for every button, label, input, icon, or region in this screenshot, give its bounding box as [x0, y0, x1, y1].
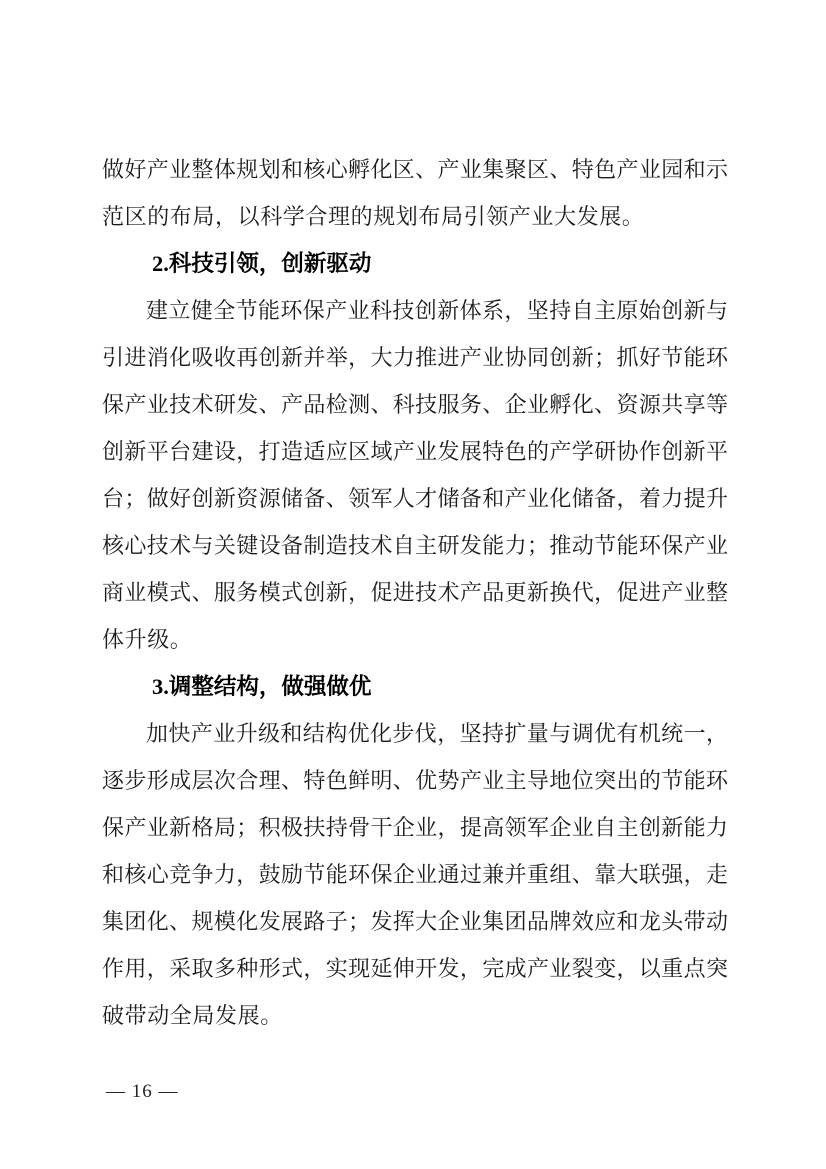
section-heading-2: 2.科技引领，创新驱动	[152, 251, 372, 276]
body-line: 集团化、规模化发展路子；发挥大企业集团品牌效应和龙头带动	[102, 909, 728, 934]
body-line: 保产业新格局；积极扶持骨干企业，提高领军企业自主创新能力	[102, 815, 728, 840]
body-line: 破带动全局发展。	[102, 1003, 283, 1028]
body-line: 核心技术与关键设备制造技术自主研发能力；推动节能环保产业	[102, 533, 728, 558]
body-line: 创新平台建设，打造适应区域产业发展特色的产学研协作创新平	[102, 439, 728, 464]
body-line: 引进消化吸收再创新并举，大力推进产业协同创新；抓好节能环	[102, 345, 728, 370]
body-line: 商业模式、服务模式创新，促进技术产品更新换代，促进产业整	[102, 580, 728, 605]
body-line: 作用，采取多种形式，实现延伸开发，完成产业裂变，以重点突	[102, 956, 728, 981]
page-content	[102, 146, 728, 1039]
body-line: 范区的布局，以科学合理的规划布局引领产业大发展。	[102, 204, 645, 229]
body-line: 做好产业整体规划和核心孵化区、产业集聚区、特色产业园和示	[102, 157, 728, 182]
body-line: 建立健全节能环保产业科技创新体系，坚持自主原始创新与	[146, 298, 728, 323]
body-line: 加快产业升级和结构优化步伐，坚持扩量与调优有机统一，	[146, 721, 728, 746]
body-line: 体升级。	[102, 627, 193, 652]
body-line: 逐步形成层次合理、特色鲜明、优势产业主导地位突出的节能环	[102, 768, 728, 793]
body-line: 台；做好创新资源储备、领军人才储备和产业化储备，着力提升	[102, 486, 728, 511]
page-number: — 16 —	[106, 1081, 179, 1102]
section-heading-3: 3.调整结构，做强做优	[152, 674, 372, 699]
body-line: 和核心竞争力，鼓励节能环保企业通过兼并重组、靠大联强，走	[102, 862, 728, 887]
page-footer	[106, 1078, 179, 1106]
body-line: 保产业技术研发、产品检测、科技服务、企业孵化、资源共享等	[102, 392, 728, 417]
